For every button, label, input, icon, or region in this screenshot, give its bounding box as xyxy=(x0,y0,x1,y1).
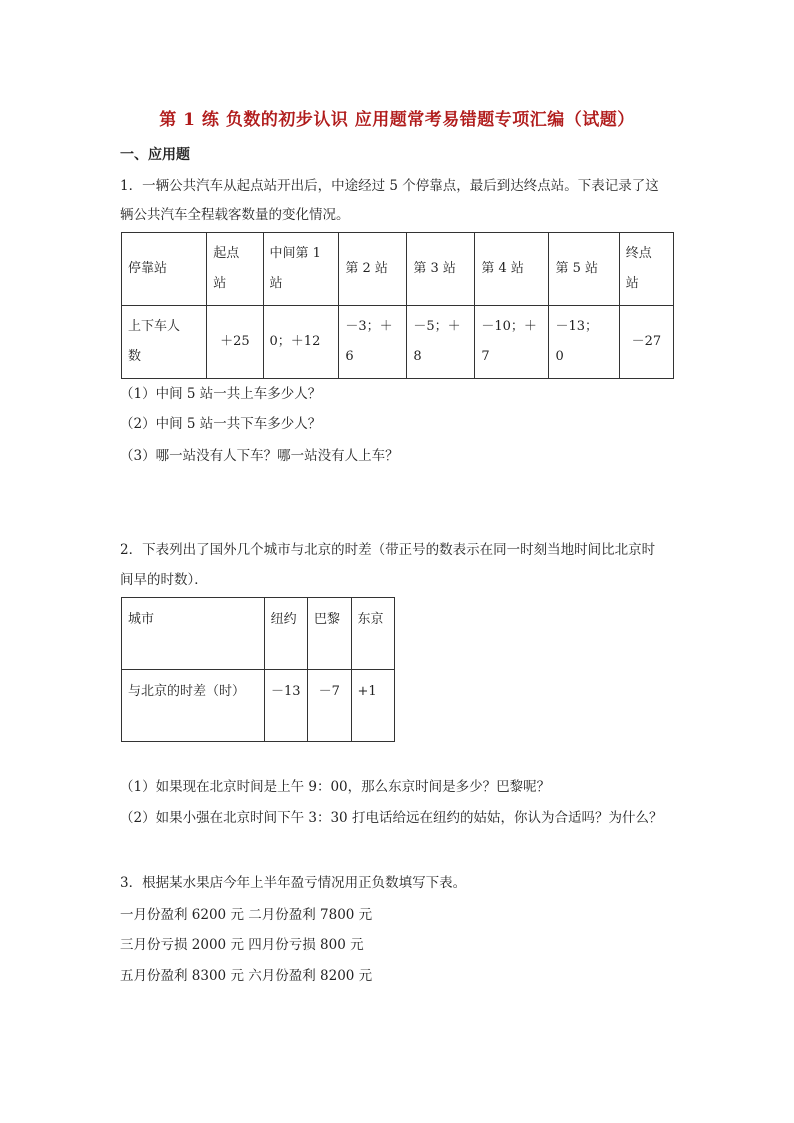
table-cell: 巴黎 xyxy=(308,598,351,670)
table-cell xyxy=(407,306,475,379)
q1-bus-table xyxy=(121,232,674,379)
cell-text: 0；＋12 xyxy=(269,334,321,349)
cell-text: 终点 xyxy=(625,246,652,261)
page-title: 第 1 练 负数的初步认识 应用题常考易错题专项汇编（试题） xyxy=(159,110,635,130)
cell-text: －13； xyxy=(555,319,599,334)
q2-text-line-2: 间早的时数）． xyxy=(120,572,208,588)
table-cell: 纽约 xyxy=(264,598,307,670)
cell-text: 起点 xyxy=(213,246,240,261)
cell-text: －3；＋ xyxy=(345,319,393,334)
table-cell xyxy=(619,233,673,306)
cell-text: 停靠站 xyxy=(128,261,168,276)
cell-text: 0 xyxy=(555,349,564,364)
table-cell xyxy=(619,306,673,379)
cell-text: ＋25 xyxy=(220,334,250,349)
table-cell xyxy=(263,306,339,379)
q2-time-difference-table xyxy=(121,597,395,742)
cell-text: 8 xyxy=(413,349,422,364)
table-row xyxy=(122,306,674,379)
cell-text: 6 xyxy=(345,349,354,364)
table-cell xyxy=(207,306,263,379)
q3-text-line-1: 3．根据某水果店今年上半年盈亏情况用正负数填写下表。 xyxy=(120,875,467,891)
cell-text: 中间第 1 xyxy=(269,246,321,261)
q1-sub-question-3: （3）哪一站没有人下车？哪一站没有人上车？ xyxy=(120,448,399,464)
table-cell xyxy=(549,233,619,306)
cell-text: 第 4 站 xyxy=(481,261,524,276)
cell-text: －5；＋ xyxy=(413,319,461,334)
table-cell xyxy=(407,233,475,306)
table-cell xyxy=(263,233,339,306)
table-cell: 东京 xyxy=(351,598,395,670)
table-cell xyxy=(549,306,619,379)
q1-sub-question-1: （1）中间 5 站一共上车多少人？ xyxy=(120,386,322,402)
section-heading: 一、应用题 xyxy=(120,147,190,163)
cell-text: 站 xyxy=(213,276,227,291)
table-cell: 与北京的时差（时） xyxy=(122,670,265,742)
q2-text-line-1: 2．下表列出了国外几个城市与北京的时差（带正号的数表示在同一时刻当地时间比北京时 xyxy=(120,542,656,558)
cell-text: －10；＋ xyxy=(481,319,537,334)
q2-sub-question-1: （1）如果现在北京时间是上午 9：00，那么东京时间是多少？巴黎呢？ xyxy=(120,779,551,795)
table-cell: －13 xyxy=(264,670,307,742)
table-cell xyxy=(122,233,207,306)
cell-text: 数 xyxy=(128,349,142,364)
q2-sub-question-2: （2）如果小强在北京时间下午 3：30 打电话给远在纽约的姑姑，你认为合适吗？为什么？ xyxy=(120,810,663,826)
table-cell xyxy=(339,306,407,379)
cell-text: 7 xyxy=(481,349,490,364)
q1-text-line-2: 辆公共汽车全程载客数量的变化情况。 xyxy=(120,207,350,223)
cell-text: －27 xyxy=(631,334,662,349)
table-header-row xyxy=(122,598,395,670)
cell-text: 站 xyxy=(625,276,639,291)
q3-data-line-1: 一月份盈利 6200 元 二月份盈利 7800 元 xyxy=(120,907,373,923)
q1-text-line-1: 1．一辆公共汽车从起点站开出后，中途经过 5 个停靠点，最后到达终点站。下表记录了这 xyxy=(120,178,659,194)
q3-data-line-3: 五月份盈利 8300 元 六月份盈利 8200 元 xyxy=(120,968,373,984)
table-cell: 城市 xyxy=(122,598,265,670)
table-cell xyxy=(475,306,549,379)
table-cell xyxy=(207,233,263,306)
cell-text: 第 2 站 xyxy=(345,261,388,276)
table-cell: －7 xyxy=(308,670,351,742)
cell-text: 第 3 站 xyxy=(413,261,456,276)
table-row xyxy=(122,670,395,742)
table-cell xyxy=(339,233,407,306)
cell-text: 站 xyxy=(269,276,283,291)
cell-text: 上下车人 xyxy=(128,319,181,334)
q3-data-line-2: 三月份亏损 2000 元 四月份亏损 800 元 xyxy=(120,937,364,953)
table-cell: +1 xyxy=(351,670,395,742)
table-cell xyxy=(122,306,207,379)
table-header-row xyxy=(122,233,674,306)
q1-sub-question-2: （2）中间 5 站一共下车多少人？ xyxy=(120,416,322,432)
cell-text: 第 5 站 xyxy=(555,261,599,276)
table-cell xyxy=(475,233,549,306)
